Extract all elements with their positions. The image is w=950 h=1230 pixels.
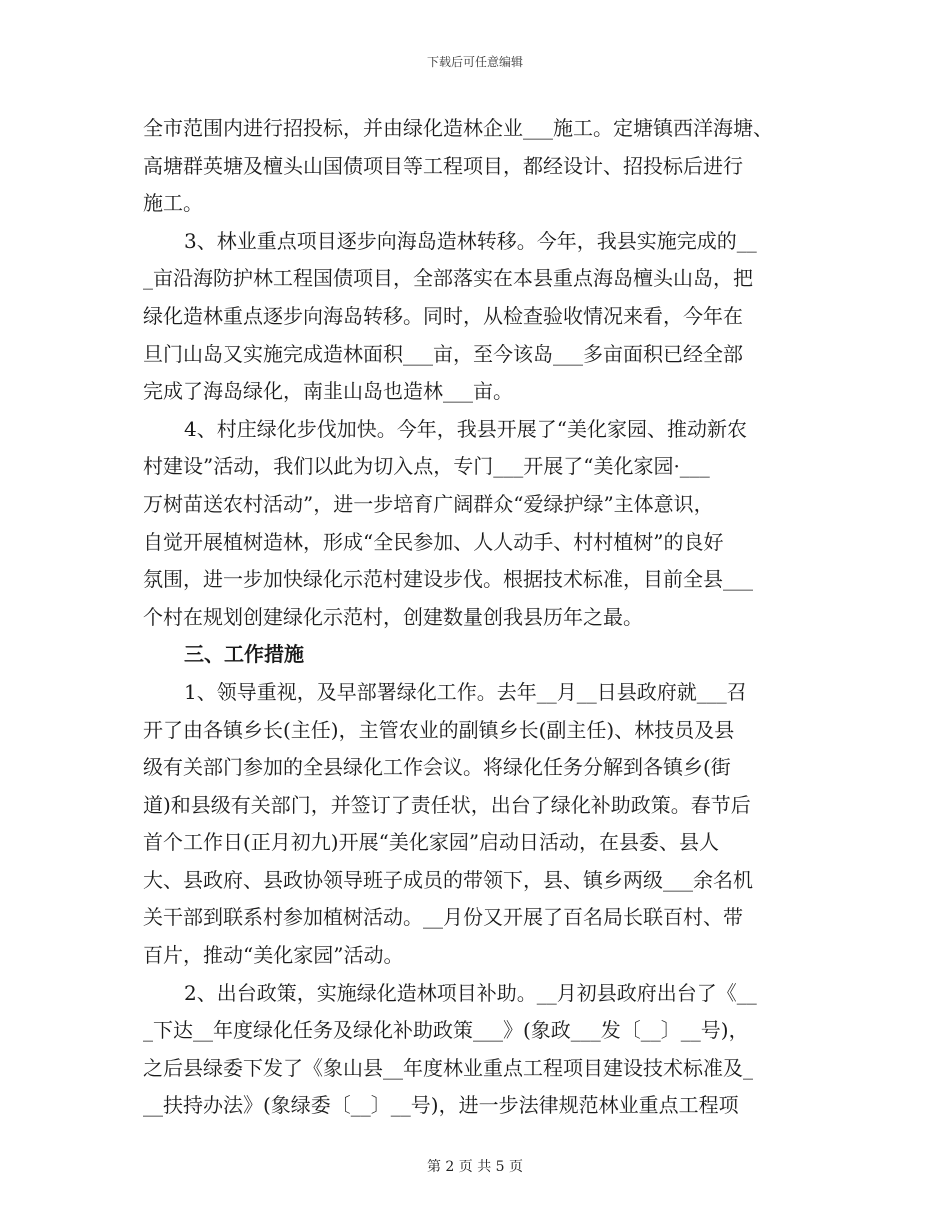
body-line: _亩沿海防护林工程国债项目，全部落实在本县重点海岛檀头山岛，把 — [143, 266, 753, 291]
body-line: 个村在规划创建绿化示范村，创建数量创我县历年之最。 — [143, 604, 643, 629]
body-line: 级有关部门参加的全县绿化工作会议。将绿化任务分解到各镇乡(街 — [143, 755, 731, 780]
body-line: 自觉开展植树造林，形成“全民参加、人人动手、村村植树”的良好 — [143, 529, 724, 554]
paragraph-start: 1、领导重视，及早部署绿化工作。去年__月__日县政府就___召 — [184, 679, 747, 704]
body-line: 道)和县级有关部门，并签订了责任状，出台了绿化补助政策。春节后 — [143, 792, 751, 817]
body-line: 百片，推动“美化家园”活动。 — [143, 943, 404, 968]
paragraph-start: 4、村庄绿化步伐加快。今年，我县开展了“美化家园、推动新农 — [184, 416, 747, 441]
body-line: 关干部到联系村参加植树活动。__月份又开展了百名局长联百村、带 — [143, 905, 743, 930]
body-line: 氛围，进一步加快绿化示范村建设步伐。根据技术标准，目前全县___ — [143, 567, 753, 592]
body-line: 开了由各镇乡长(主任)，主管农业的副镇乡长(副主任)、林技员及县 — [143, 717, 735, 742]
body-line: 绿化造林重点逐步向海岛转移。同时，从检查验收情况来看，今年在 — [143, 303, 743, 328]
section-heading: 三、工作措施 — [184, 642, 304, 667]
paragraph-start: 3、林业重点项目逐步向海岛造林转移。今年，我县实施完成的__ — [184, 228, 757, 253]
body-line: 万树苗送农村活动”，进一步培育广阔群众“爱绿护绿”主体意识， — [143, 491, 714, 516]
body-line: 大、县政府、县政协领导班子成员的带领下，县、镇乡两级___余名机 — [143, 867, 753, 892]
page-header-note: 下载后可任意编辑 — [426, 55, 523, 69]
page-number: 第 2 页 共 5 页 — [426, 1159, 524, 1175]
body-line: _下达__年度绿化任务及绿化补助政策___》(象政___发〔__〕__号)， — [143, 1018, 749, 1043]
body-line: 首个工作日(正月初九)开展“美化家园”启动日活动，在县委、县人 — [143, 830, 720, 855]
body-line: 高塘群英塘及檀头山国债项目等工程项目，都经设计、招投标后进行 — [143, 153, 743, 178]
document-body — [143, 110, 815, 1125]
body-line: 施工。 — [143, 191, 203, 216]
body-line: __扶持办法》(象绿委〔__〕__号)，进一步法律规范林业重点工程项 — [143, 1093, 739, 1118]
body-line: 全市范围内进行招投标，并由绿化造林企业___施工。定塘镇西洋海塘、 — [143, 116, 773, 140]
body-line: 旦门山岛又实施完成造林面积___亩，至今该岛___多亩面积已经全部 — [143, 341, 743, 366]
paragraph-start: 2、出台政策，实施绿化造林项目补助。__月初县政府出台了《__ — [184, 980, 757, 1005]
body-line: 完成了海岛绿化，南韭山岛也造林___亩。 — [143, 379, 513, 404]
body-line: 之后县绿委下发了《象山县__年度林业重点工程项目建设技术标准及_ — [143, 1055, 753, 1080]
body-line: 村建设”活动，我们以此为切入点，专门___开展了“美化家园·___ — [143, 454, 710, 479]
